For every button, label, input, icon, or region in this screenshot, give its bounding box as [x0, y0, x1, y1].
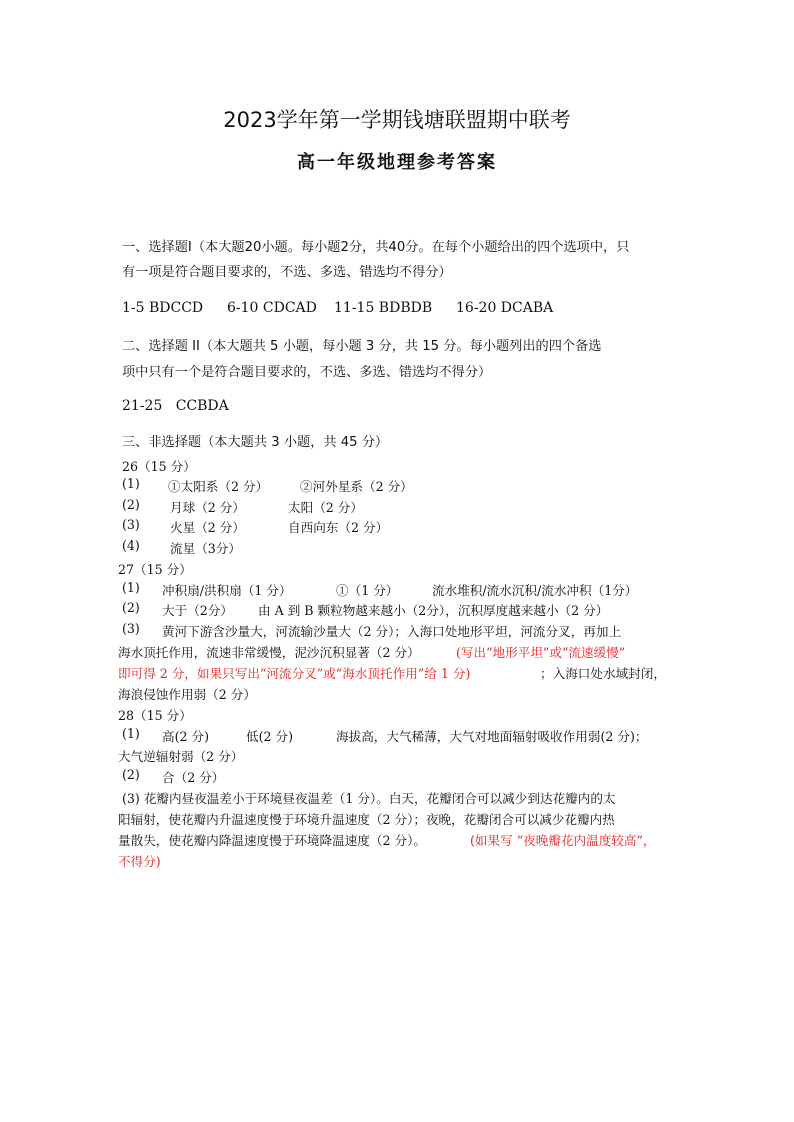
q28-sub1-ans-c: 海拔高，大气稀薄，大气对地面辐射吸收作用弱(2 分)；	[336, 729, 648, 744]
q28-sub3-grading-note: 不得分)	[118, 854, 161, 869]
q26-sub1-ans-b: ②河外星系（2 分）	[300, 479, 413, 494]
q27-sub2-ans-a: 大于（2分）	[162, 603, 233, 618]
page-subtitle: 高一年级地理参考答案	[297, 152, 497, 173]
q27-sub3-num: (3)	[122, 621, 140, 636]
section1-answer-group: 6-10 CDCAD	[227, 300, 317, 316]
q26-sub2-ans-a: 月球（2 分）	[170, 500, 245, 515]
section1-answer-group: 11-15 BDBDB	[334, 300, 433, 316]
page-title: 2023学年第一学期钱塘联盟期中联考	[223, 108, 571, 132]
q27-sub3-grading-note: 即可得 2 分，如果只写出“河流分叉”或“海水顶托作用”给 1 分)	[118, 666, 471, 681]
section3-heading: 三、非选择题（本大题共 3 小题，共 45 分）	[122, 435, 389, 450]
q26-sub3-ans-b: 自西向东（2 分）	[288, 520, 389, 535]
q27-sub3-line2: 海水顶托作用，流速非常缓慢，泥沙沉积显著（2 分）	[118, 645, 420, 660]
q27-sub1-ans-b: ①（1 分）	[336, 583, 399, 598]
q27-sub2-ans-b: 由 A 到 B 颗粒物越来越小（2分），沉积厚度越来越小（2 分）	[258, 603, 609, 618]
q26-sub4-ans: 流星（3分）	[170, 541, 241, 556]
q28-heading: 28（15 分）	[118, 708, 192, 723]
section2-instruction-line2: 项中只有一个是符合题目要求的，不选、多选、错选均不得分）	[122, 365, 492, 380]
section1-answer-group: 1-5 BDCCD	[122, 300, 204, 316]
q26-heading: 26（15 分）	[122, 459, 196, 474]
q28-sub1-ans-a: 高(2 分)	[162, 729, 210, 744]
q28-sub1-num: (1)	[122, 726, 140, 741]
q28-sub2-ans: 合（2 分）	[162, 770, 225, 785]
q28-sub2-num: (2)	[122, 767, 140, 782]
q28-sub3-line3: 量散失，使花瓣内降温速度慢于环境降温速度（2 分）。	[118, 833, 426, 848]
section2-answers: 21-25 CCBDA	[122, 398, 229, 414]
q27-sub1-ans-a: 冲积扇/洪积扇（1 分）	[162, 583, 292, 598]
q27-sub3-line4: 海浪侵蚀作用弱（2 分）	[118, 687, 256, 702]
q26-sub1-num: (1)	[122, 476, 140, 491]
q28-sub3-line1: (3) 花瓣内昼夜温差小于环境昼夜温差（1 分）。白天，花瓣闭合可以减少到达花瓣内的太	[122, 791, 616, 806]
q28-sub1-ans-b: 低(2 分)	[246, 729, 294, 744]
q26-sub2-ans-b: 太阳（2 分）	[288, 500, 363, 515]
section1-answer-group: 16-20 DCABA	[456, 300, 554, 316]
q28-sub3-line2: 阳辐射，使花瓣内升温速度慢于环境升温速度（2 分）；夜晚，花瓣闭合可以减少花瓣内热	[118, 812, 615, 827]
q27-sub3-line3: ；入海口处水域封闭，	[540, 666, 666, 681]
q28-sub1-line2: 大气逆辐射弱（2 分）	[118, 749, 244, 764]
q28-sub3-grading-note: (如果写 “夜晚瓣花内温度较高”，	[470, 833, 656, 848]
section1-instruction-line1: 一、选择题Ⅰ（本大题20小题。每小题2分，共40分。在每个小题给出的四个选项中，只	[122, 240, 630, 255]
q26-sub3-ans-a: 火星（2 分）	[170, 520, 245, 535]
q27-sub1-ans-c: 流水堆积/流水沉积/流水冲积（1分）	[432, 583, 638, 598]
q27-sub2-num: (2)	[122, 600, 140, 615]
q26-sub3-num: (3)	[122, 517, 140, 532]
q27-sub1-num: (1)	[122, 580, 140, 595]
q27-sub3-grading-note: (写出“地形平坦”或“流速缓慢”	[456, 645, 626, 660]
q26-sub4-num: (4)	[122, 538, 140, 553]
q27-sub3-line1: 黄河下游含沙量大，河流输沙量大（2 分）；入海口处地形平坦，河流分叉，再加上	[162, 624, 622, 639]
q26-sub2-num: (2)	[122, 497, 140, 512]
q27-heading: 27（15 分）	[118, 562, 192, 577]
section1-instruction-line2: 有一项是符合题目要求的，不选、多选、错选均不得分）	[122, 265, 452, 280]
q26-sub1-ans-a: ①太阳系（2 分）	[168, 479, 269, 494]
section2-instruction-line1: 二、选择题 II（本大题共 5 小题，每小题 3 分，共 15 分。每小题列出的四个备选	[122, 339, 602, 354]
